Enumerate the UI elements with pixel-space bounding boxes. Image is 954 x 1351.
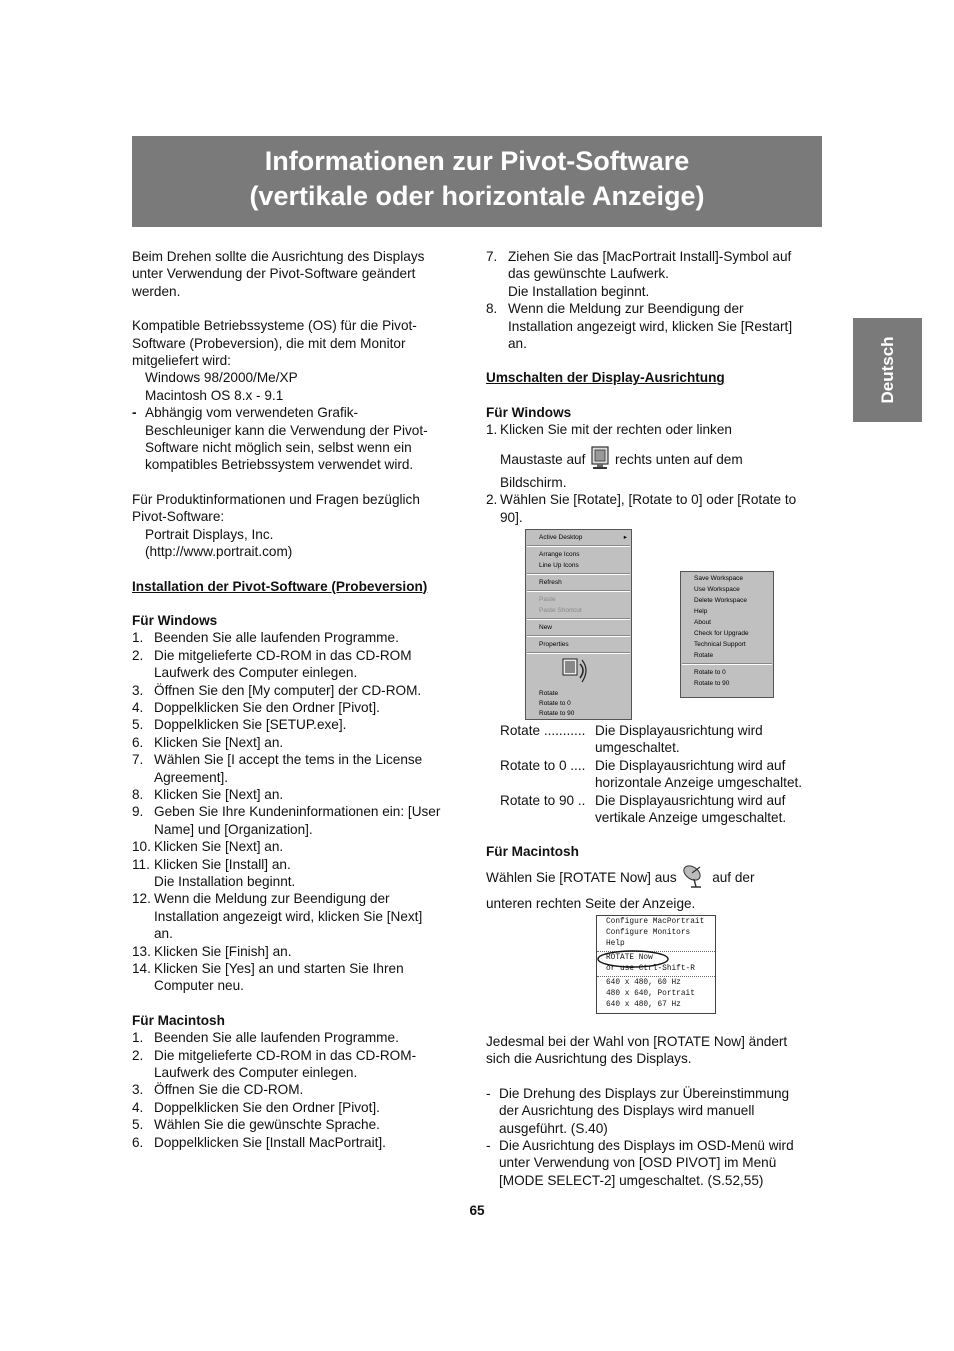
- text-line: Name] und [Organization].: [154, 821, 313, 837]
- text-line: Abhängig vom verwendeten Grafik-: [145, 405, 359, 421]
- text-line: Laufwerk des Computer einlegen.: [154, 665, 358, 681]
- text-line: Ziehen Sie das [MacPortrait Install]-Symbol auf: [508, 249, 792, 264]
- text-line: Öffnen Sie den [My computer] der CD-ROM.: [154, 682, 422, 698]
- switch-heading: Umschalten der Display-Ausrichtung: [486, 370, 725, 386]
- text-line: Doppelklicken Sie den Ordner [Pivot].: [154, 699, 380, 715]
- menu-item[interactable]: Arrange Icons: [539, 551, 580, 558]
- menu-item[interactable]: Rotate to 0: [539, 700, 571, 707]
- text-line: Doppelklicken Sie [Install MacPortrait].: [154, 1134, 386, 1150]
- rotate-now-item[interactable]: ROTATE Now: [597, 953, 715, 964]
- list-item: 4. Doppelklicken Sie den Ordner [Pivot].: [132, 699, 472, 716]
- menu-item[interactable]: Rotate: [539, 690, 559, 697]
- menu-item[interactable]: Save Workspace: [694, 575, 744, 582]
- text-line: 90].: [500, 509, 523, 525]
- text-line: Die Displayausrichtung wird auf: [595, 757, 786, 773]
- menu-item[interactable]: Technical Support: [694, 641, 746, 648]
- text-line: ausgeführt. (S.40): [499, 1120, 608, 1136]
- mac-steps-list: [132, 1029, 472, 1151]
- text-line: horizontale Anzeige umgeschaltet.: [595, 775, 803, 791]
- text-line: sich die Ausrichtung des Displays.: [486, 1051, 692, 1067]
- list-item: 6. Klicken Sie [Next] an.: [132, 734, 472, 751]
- text-line: Öffnen Sie die CD-ROM.: [154, 1082, 304, 1098]
- text-line: Wenn die Meldung zur Beendigung der: [154, 891, 390, 907]
- list-item: 13. Klicken Sie [Finish] an.: [132, 943, 472, 960]
- definition-row: Rotate to 90 .. Die Displayausrichtung wird auf vertikale Anzeige umgeschaltet.: [486, 792, 826, 827]
- mac-steps-continued: [486, 248, 826, 352]
- title-line-1: Informationen zur Pivot-Software: [264, 146, 690, 176]
- list-item: 9. Geben Sie Ihre Kundeninformationen ein: [User Name] und [Organization].: [132, 803, 472, 838]
- language-tab: [853, 318, 922, 422]
- text-line: Pivot-Software:: [132, 509, 225, 525]
- title-line-2: (vertikale oder horizontale Anzeige): [249, 181, 705, 211]
- page-number: 65: [469, 1203, 485, 1218]
- text-line: Agreement].: [154, 769, 229, 785]
- text-line: Beenden Sie alle laufenden Programme.: [154, 630, 399, 646]
- menu-item[interactable]: Use Workspace: [694, 586, 740, 593]
- list-item: 8. Wenn die Meldung zur Beendigung der Installation angezeigt wird, klicken Sie [Restart] an.: [486, 300, 826, 352]
- notes-list: [486, 1085, 826, 1189]
- list-item: 12. Wenn die Meldung zur Beendigung der Installation angezeigt wird, klicken Sie [Next] an.: [132, 890, 472, 942]
- list-item: 8. Klicken Sie [Next] an.: [132, 786, 472, 803]
- text-line: [MODE SELECT-2] umgeschaltet. (S.52,55): [499, 1172, 764, 1188]
- page-title-banner: [132, 136, 822, 227]
- rotate-display-icon: [526, 656, 631, 688]
- text-line: unter Verwendung der Pivot-Software geändert: [132, 266, 416, 282]
- menu-item[interactable]: Help: [694, 608, 708, 615]
- text-line: Klicken Sie mit der rechten oder linken: [500, 422, 732, 438]
- text-line: Die mitgelieferte CD-ROM in das CD-ROM: [154, 647, 412, 663]
- text-line: Doppelklicken Sie den Ordner [Pivot].: [154, 1099, 380, 1115]
- switch-windows-heading: Für Windows: [486, 404, 572, 420]
- menu-item[interactable]: Rotate to 0: [694, 669, 726, 676]
- menu-item[interactable]: 640 x 480, 60 Hz: [606, 979, 681, 987]
- text-line: Klicken Sie [Yes] an und starten Sie Ihren: [154, 961, 404, 977]
- pivot-tray-icon[interactable]: [589, 446, 611, 474]
- text-line: umgeschaltet.: [595, 740, 680, 756]
- product-info: [132, 491, 472, 561]
- menu-item[interactable]: About: [694, 619, 711, 626]
- menu-item[interactable]: Rotate to 90: [539, 710, 575, 717]
- menu-item[interactable]: Active Desktop: [539, 534, 583, 541]
- list-item: 5. Doppelklicken Sie [SETUP.exe].: [132, 716, 472, 733]
- list-item: 7. Wählen Sie [I accept the tems in the License Agreement].: [132, 751, 472, 786]
- text-line: Klicken Sie [Finish] an.: [154, 943, 292, 959]
- menu-item[interactable]: Configure MacPortrait: [606, 918, 705, 926]
- switch-step-2: 2. Wählen Sie [Rotate], [Rotate to 0] oder [Rotate to 90].: [486, 492, 797, 525]
- text-line: unteren rechten Seite der Anzeige.: [486, 896, 696, 912]
- tray-context-menu: [680, 571, 774, 698]
- text-line: Wählen Sie [Rotate], [Rotate to 0] oder [Rotate to: [500, 492, 797, 508]
- menu-item[interactable]: Paste Shortcut: [539, 607, 582, 614]
- os-paragraph: [132, 317, 472, 474]
- right-column-lower: Rotate ........... Die Displayausrichtung wird umgeschaltet. Rotate to 0 .... Die Displayausrichtung wird auf horizontale Anzeige umgeschaltet. Rotate to 90 .. Die Displayausrichtung wird auf vertikale Anzeige umgeschaltet. Für Macintosh Wählen Sie [ROTATE Now] aus auf der unteren rechten Seite der Anzeige.: [486, 722, 826, 913]
- list-item: 5. Wählen Sie die gewünschte Sprache.: [132, 1116, 472, 1133]
- definition-row: Rotate ........... Die Displayausrichtung wird umgeschaltet.: [486, 722, 826, 757]
- windows-heading: Für Windows: [132, 612, 218, 628]
- text-line: Laufwerk des Computer einlegen.: [154, 1065, 358, 1081]
- text-line: Beschleuniger kann die Verwendung der Pivot-: [145, 422, 428, 438]
- text-line: das gewünschte Laufwerk.: [508, 266, 669, 282]
- text-line: Bildschirm.: [500, 475, 567, 491]
- text-line: Installation angezeigt wird, klicken Sie [Next]: [154, 908, 423, 924]
- definition-row: Rotate to 0 .... Die Displayausrichtung wird auf horizontale Anzeige umgeschaltet.: [486, 757, 826, 792]
- install-heading: Installation der Pivot-Software (Probeversion): [132, 578, 428, 594]
- menu-item[interactable]: Refresh: [539, 579, 562, 586]
- mac-heading: Für Macintosh: [132, 1012, 225, 1028]
- text-line: Geben Sie Ihre Kundeninformationen ein: [User: [154, 804, 441, 820]
- text-line: der Ausrichtung des Displays wird manuell: [499, 1103, 755, 1119]
- text-line: Computer neu.: [154, 978, 244, 994]
- right-column-bottom: [486, 1033, 826, 1189]
- menu-item[interactable]: Delete Workspace: [694, 597, 747, 604]
- highlight-circle: [596, 949, 670, 969]
- text-line: kompatibles Betriebssystem verwendet wird.: [145, 457, 414, 473]
- text-line: Die mitgelieferte CD-ROM in das CD-ROM-: [154, 1047, 417, 1063]
- os-note: - Abhängig vom verwendeten Grafik- Beschleuniger kann die Verwendung der Pivot- Software nicht möglich sein, selbst wenn ein kompatibles Betriebssystem verwendet wird.: [132, 405, 428, 473]
- list-item: - Die Ausrichtung des Displays im OSD-Menü wird unter Verwendung von [OSD PIVOT] im Menü [MODE SELECT-2] umgeschaltet. (S.52,55): [486, 1138, 794, 1188]
- text-line: Wählen Sie [I accept the tems in the License: [154, 752, 423, 768]
- right-column: [486, 248, 826, 526]
- text-line: Klicken Sie [Next] an.: [154, 734, 284, 750]
- text-line: Doppelklicken Sie [SETUP.exe].: [154, 717, 347, 733]
- list-item: 14. Klicken Sie [Yes] an und starten Sie Ihren Computer neu.: [132, 960, 472, 995]
- company-url[interactable]: (http://www.portrait.com): [145, 544, 293, 560]
- desktop-context-menu: [525, 529, 632, 720]
- list-item: 1. Beenden Sie alle laufenden Programme.: [132, 629, 472, 646]
- text-line: Beim Drehen sollte die Ausrichtung des Displays: [132, 249, 425, 264]
- list-item: 2. Die mitgelieferte CD-ROM in das CD-ROM Laufwerk des Computer einlegen.: [132, 647, 472, 682]
- text-line: Beenden Sie alle laufenden Programme.: [154, 1030, 399, 1046]
- left-column: [132, 248, 472, 1151]
- text-line: mitgeliefert wird:: [132, 353, 231, 369]
- switch-step-1: 1. Klicken Sie mit der rechten oder linken Maustaste auf rechts unten auf dem Bildschirm.: [486, 422, 743, 491]
- windows-steps-list: [132, 629, 472, 995]
- list-item: 11. Klicken Sie [Install] an. Die Installation beginnt.: [132, 856, 472, 891]
- text-line: Die Installation beginnt.: [154, 874, 296, 889]
- text-line: Klicken Sie [Next] an.: [154, 786, 284, 802]
- text-line: Software (Probeversion), die mit dem Monitor: [132, 335, 406, 351]
- text-line: Kompatible Betriebssysteme (OS) für die Pivot-: [132, 318, 417, 334]
- list-item: 1. Beenden Sie alle laufenden Programme.: [132, 1029, 472, 1046]
- menu-item[interactable]: Line Up Icons: [539, 562, 579, 569]
- text-line: Die Displayausrichtung wird auf: [595, 792, 786, 808]
- menu-item[interactable]: or use Ctrl-Shift-R: [606, 965, 695, 973]
- submenu-arrow-icon: ▸: [623, 534, 627, 541]
- list-item: 10. Klicken Sie [Next] an.: [132, 838, 472, 855]
- menu-item[interactable]: Rotate to 90: [694, 680, 730, 687]
- text-line: Die Installation beginnt.: [508, 283, 650, 299]
- menu-item[interactable]: Paste: [539, 596, 556, 603]
- menu-item[interactable]: 480 x 640, Portrait: [606, 990, 695, 998]
- rotate-satellite-icon[interactable]: [680, 863, 708, 893]
- text-line: vertikale Anzeige umgeschaltet.: [595, 810, 787, 826]
- intro-paragraph: [132, 248, 472, 300]
- switch-mac-heading: Für Macintosh: [486, 844, 579, 860]
- company-name: Portrait Displays, Inc.: [145, 526, 274, 542]
- list-item: 7. Ziehen Sie das [MacPortrait Install]-Symbol auf das gewünschte Laufwerk. Die Installation beginnt.: [486, 248, 826, 300]
- text-line: Die Drehung des Displays zur Übereinstimmung: [499, 1085, 790, 1101]
- menu-item[interactable]: Configure Monitors: [606, 929, 691, 937]
- list-item: 3. Öffnen Sie die CD-ROM.: [132, 1081, 472, 1098]
- text-line: Klicken Sie [Install] an.: [154, 856, 291, 872]
- text-line: werden.: [132, 283, 181, 299]
- rotate-definitions: [486, 722, 826, 826]
- text-line: an.: [508, 336, 527, 352]
- text-line: Für Produktinformationen und Fragen bezüglich: [132, 491, 420, 507]
- text-line: Software nicht möglich sein, selbst wenn ein: [145, 440, 412, 456]
- text-line: Jedesmal bei der Wahl von [ROTATE Now] ändert: [486, 1034, 788, 1049]
- text-line: an.: [154, 926, 173, 942]
- list-item: - Die Drehung des Displays zur Übereinstimmung der Ausrichtung des Displays wird manuell ausgeführt. (S.40): [486, 1085, 790, 1136]
- text-line: Wählen Sie die gewünschte Sprache.: [154, 1117, 380, 1133]
- os-item: Windows 98/2000/Me/XP: [145, 370, 298, 386]
- os-item: Macintosh OS 8.x - 9.1: [145, 387, 284, 403]
- text-line: Die Displayausrichtung wird: [595, 723, 763, 738]
- text-line: Installation angezeigt wird, klicken Sie [Restart]: [508, 318, 793, 334]
- menu-item[interactable]: Check for Upgrade: [694, 630, 749, 637]
- list-item: 3. Öffnen Sie den [My computer] der CD-ROM.: [132, 682, 472, 699]
- language-tab-label: Deutsch: [877, 336, 897, 404]
- text-line: unter Verwendung von [OSD PIVOT] im Menü: [499, 1155, 777, 1171]
- text-line: Klicken Sie [Next] an.: [154, 839, 284, 855]
- menu-item[interactable]: New: [539, 624, 553, 631]
- menu-item[interactable]: 640 x 480, 67 Hz: [606, 1001, 681, 1009]
- mac-portrait-menu: [596, 915, 716, 1014]
- list-item: 6. Doppelklicken Sie [Install MacPortrait].: [132, 1134, 472, 1151]
- text-line: Die Ausrichtung des Displays im OSD-Menü wird: [499, 1138, 794, 1154]
- list-item: 4. Doppelklicken Sie den Ordner [Pivot].: [132, 1099, 472, 1116]
- menu-item[interactable]: Properties: [539, 641, 569, 648]
- list-item: 2. Die mitgelieferte CD-ROM in das CD-ROM- Laufwerk des Computer einlegen.: [132, 1047, 472, 1082]
- text-line: Wenn die Meldung zur Beendigung der: [508, 301, 744, 317]
- menu-item[interactable]: Rotate: [694, 652, 714, 659]
- menu-item[interactable]: Help: [606, 940, 625, 948]
